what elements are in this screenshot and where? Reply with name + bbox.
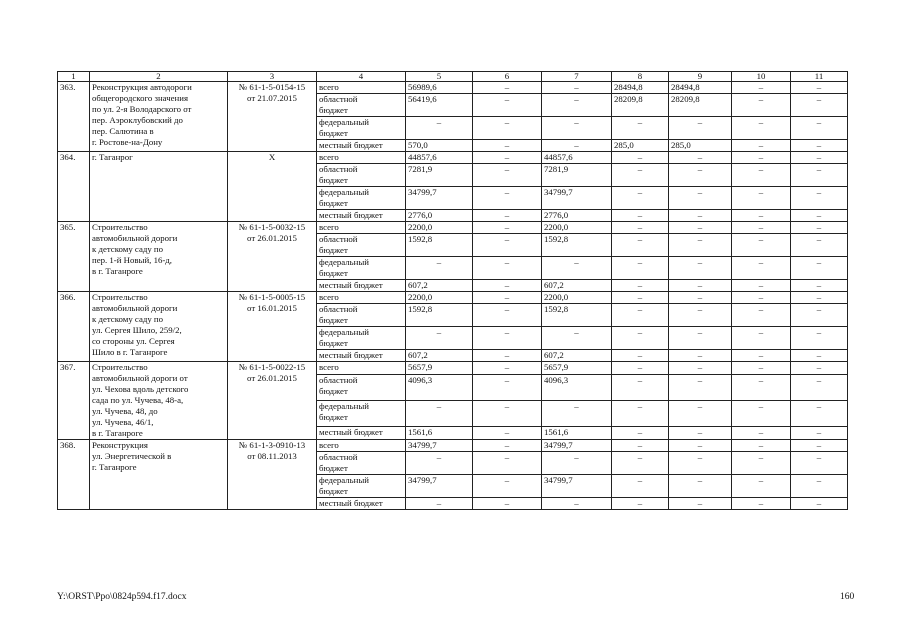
value-cell: – xyxy=(791,375,848,401)
value-cell: – xyxy=(732,426,791,439)
value-cell: – xyxy=(791,292,848,304)
value-cell: – xyxy=(612,187,669,210)
value-cell: – xyxy=(669,304,732,327)
value-cell: – xyxy=(791,350,848,362)
value-cell: – xyxy=(542,257,612,280)
value-cell: – xyxy=(473,498,542,510)
value-cell: 56989,6 xyxy=(406,82,473,94)
value-cell: 34799,7 xyxy=(406,440,473,452)
value-cell: – xyxy=(732,140,791,152)
value-cell: – xyxy=(791,257,848,280)
value-cell: – xyxy=(612,164,669,187)
funding-source: всего xyxy=(317,222,406,234)
value-cell: – xyxy=(732,292,791,304)
value-cell: – xyxy=(791,94,848,117)
value-cell: – xyxy=(473,304,542,327)
expertise-conclusion: № 61-1-5-0154-15 от 21.07.2015 xyxy=(228,82,317,152)
value-cell: – xyxy=(612,257,669,280)
value-cell: – xyxy=(612,292,669,304)
object-name: г. Таганрог xyxy=(90,152,228,222)
value-cell: – xyxy=(732,327,791,350)
funding-source: местный бюджет xyxy=(317,280,406,292)
value-cell: – xyxy=(732,234,791,257)
table-row xyxy=(58,440,848,452)
value-cell: – xyxy=(612,475,669,498)
value-cell: 7281,9 xyxy=(406,164,473,187)
value-cell: 607,2 xyxy=(542,350,612,362)
value-cell: – xyxy=(473,327,542,350)
value-cell: – xyxy=(669,280,732,292)
value-cell: – xyxy=(473,234,542,257)
funding-source: областной бюджет xyxy=(317,375,406,401)
value-cell: – xyxy=(732,117,791,140)
value-cell: 1561,6 xyxy=(542,426,612,439)
value-cell: 34799,7 xyxy=(406,475,473,498)
object-name: Реконструкция ул. Энергетической в г. Таганроге xyxy=(90,440,228,510)
value-cell: – xyxy=(473,140,542,152)
column-header: 9 xyxy=(669,72,732,82)
value-cell: – xyxy=(669,362,732,375)
value-cell: 28209,8 xyxy=(612,94,669,117)
expertise-conclusion: № 61-1-5-0032-15 от 26.01.2015 xyxy=(228,222,317,292)
value-cell: 28494,8 xyxy=(612,82,669,94)
column-header: 8 xyxy=(612,72,669,82)
file-path: Y:\ORST\Ppo\0824p594.f17.docx xyxy=(57,592,187,602)
value-cell: – xyxy=(732,164,791,187)
value-cell: – xyxy=(669,426,732,439)
value-cell: – xyxy=(542,400,612,426)
value-cell: – xyxy=(473,375,542,401)
value-cell: 2776,0 xyxy=(406,210,473,222)
funding-source: федеральный бюджет xyxy=(317,117,406,140)
value-cell: 44857,6 xyxy=(406,152,473,164)
value-cell: – xyxy=(791,164,848,187)
value-cell: 1592,8 xyxy=(542,304,612,327)
value-cell: 7281,9 xyxy=(542,164,612,187)
value-cell: – xyxy=(669,187,732,210)
value-cell: – xyxy=(732,440,791,452)
value-cell: – xyxy=(612,327,669,350)
value-cell: – xyxy=(791,498,848,510)
value-cell: – xyxy=(406,400,473,426)
value-cell: 1592,8 xyxy=(406,234,473,257)
value-cell: – xyxy=(732,280,791,292)
value-cell: – xyxy=(669,152,732,164)
value-cell: 285,0 xyxy=(612,140,669,152)
value-cell: – xyxy=(669,164,732,187)
value-cell: – xyxy=(473,82,542,94)
object-name: Реконструкция автодороги общегородского значения по ул. 2-я Володарского от пер. Аэроклубовский до пер. Салютина в г. Ростове-на-Дону xyxy=(90,82,228,152)
value-cell: – xyxy=(669,498,732,510)
value-cell: – xyxy=(473,292,542,304)
value-cell: 1561,6 xyxy=(406,426,473,439)
value-cell: – xyxy=(791,475,848,498)
value-cell: – xyxy=(612,452,669,475)
value-cell: – xyxy=(612,152,669,164)
value-cell: – xyxy=(791,210,848,222)
column-header: 10 xyxy=(732,72,791,82)
value-cell: 285,0 xyxy=(669,140,732,152)
value-cell: – xyxy=(473,117,542,140)
table-row xyxy=(58,82,848,94)
value-cell: 607,2 xyxy=(406,280,473,292)
value-cell: – xyxy=(669,292,732,304)
value-cell: – xyxy=(612,362,669,375)
funding-source: всего xyxy=(317,152,406,164)
value-cell: – xyxy=(732,210,791,222)
funding-source: всего xyxy=(317,440,406,452)
value-cell: – xyxy=(406,327,473,350)
item-number: 367. xyxy=(58,362,90,440)
table-row xyxy=(58,292,848,304)
funding-source: местный бюджет xyxy=(317,498,406,510)
funding-source: местный бюджет xyxy=(317,426,406,439)
value-cell: – xyxy=(732,498,791,510)
funding-source: местный бюджет xyxy=(317,350,406,362)
item-number: 363. xyxy=(58,82,90,152)
value-cell: – xyxy=(406,257,473,280)
value-cell: – xyxy=(669,117,732,140)
value-cell: – xyxy=(542,327,612,350)
value-cell: 5657,9 xyxy=(406,362,473,375)
value-cell: 570,0 xyxy=(406,140,473,152)
value-cell: 28494,8 xyxy=(669,82,732,94)
value-cell: – xyxy=(732,94,791,117)
value-cell: – xyxy=(669,210,732,222)
value-cell: 34799,7 xyxy=(542,187,612,210)
value-cell: – xyxy=(473,452,542,475)
funding-source: федеральный бюджет xyxy=(317,400,406,426)
value-cell: – xyxy=(791,452,848,475)
value-cell: – xyxy=(612,440,669,452)
value-cell: – xyxy=(473,210,542,222)
value-cell: – xyxy=(473,152,542,164)
value-cell: – xyxy=(473,362,542,375)
value-cell: – xyxy=(732,475,791,498)
value-cell: 1592,8 xyxy=(406,304,473,327)
funding-source: местный бюджет xyxy=(317,140,406,152)
column-header: 4 xyxy=(317,72,406,82)
value-cell: – xyxy=(542,498,612,510)
value-cell: – xyxy=(732,187,791,210)
value-cell: 2200,0 xyxy=(406,292,473,304)
value-cell: – xyxy=(612,375,669,401)
value-cell: – xyxy=(542,140,612,152)
value-cell: – xyxy=(612,117,669,140)
table-body xyxy=(58,82,848,510)
value-cell: – xyxy=(791,400,848,426)
expertise-conclusion: № 61-1-3-0910-13 от 08.11.2013 xyxy=(228,440,317,510)
value-cell: – xyxy=(473,257,542,280)
value-cell: – xyxy=(473,440,542,452)
value-cell: – xyxy=(791,426,848,439)
value-cell: – xyxy=(669,375,732,401)
value-cell: – xyxy=(473,222,542,234)
funding-source: областной бюджет xyxy=(317,234,406,257)
budget-table xyxy=(57,71,848,510)
item-number: 364. xyxy=(58,152,90,222)
funding-source: областной бюджет xyxy=(317,304,406,327)
value-cell: 56419,6 xyxy=(406,94,473,117)
value-cell: – xyxy=(542,452,612,475)
value-cell: – xyxy=(669,222,732,234)
value-cell: – xyxy=(406,117,473,140)
object-name: Строительство автомобильной дороги к детскому саду по ул. Сергея Шило, 259/2, со стороны ул. Сергея Шило в г. Таганроге xyxy=(90,292,228,362)
value-cell: 5657,9 xyxy=(542,362,612,375)
page-number: 160 xyxy=(840,592,855,602)
column-header: 1 xyxy=(58,72,90,82)
expertise-conclusion: № 61-1-5-0005-15 от 16.01.2015 xyxy=(228,292,317,362)
value-cell: – xyxy=(612,498,669,510)
value-cell: 2200,0 xyxy=(542,222,612,234)
value-cell: 34799,7 xyxy=(542,475,612,498)
header-row xyxy=(58,72,848,82)
value-cell: – xyxy=(669,327,732,350)
column-header: 2 xyxy=(90,72,228,82)
value-cell: 1592,8 xyxy=(542,234,612,257)
funding-source: областной бюджет xyxy=(317,164,406,187)
column-header: 5 xyxy=(406,72,473,82)
item-number: 368. xyxy=(58,440,90,510)
table-row xyxy=(58,362,848,375)
funding-source: областной бюджет xyxy=(317,94,406,117)
value-cell: – xyxy=(406,452,473,475)
value-cell: 44857,6 xyxy=(542,152,612,164)
funding-source: федеральный бюджет xyxy=(317,187,406,210)
value-cell: – xyxy=(612,304,669,327)
value-cell: – xyxy=(791,362,848,375)
value-cell: – xyxy=(791,280,848,292)
value-cell: – xyxy=(612,222,669,234)
value-cell: – xyxy=(612,400,669,426)
value-cell: – xyxy=(406,498,473,510)
funding-source: федеральный бюджет xyxy=(317,257,406,280)
value-cell: – xyxy=(473,350,542,362)
value-cell: 2200,0 xyxy=(406,222,473,234)
funding-source: федеральный бюджет xyxy=(317,327,406,350)
expertise-conclusion: № 61-1-5-0022-15 от 26.01.2015 xyxy=(228,362,317,440)
value-cell: – xyxy=(669,234,732,257)
funding-source: федеральный бюджет xyxy=(317,475,406,498)
value-cell: – xyxy=(612,350,669,362)
value-cell: 4096,3 xyxy=(542,375,612,401)
value-cell: – xyxy=(791,82,848,94)
value-cell: – xyxy=(732,452,791,475)
value-cell: – xyxy=(473,280,542,292)
value-cell: – xyxy=(791,140,848,152)
value-cell: – xyxy=(473,475,542,498)
value-cell: – xyxy=(669,475,732,498)
funding-source: всего xyxy=(317,362,406,375)
table-row xyxy=(58,152,848,164)
value-cell: – xyxy=(732,375,791,401)
value-cell: – xyxy=(612,280,669,292)
value-cell: – xyxy=(791,234,848,257)
value-cell: – xyxy=(612,210,669,222)
object-name: Строительство автомобильной дороги к детскому саду по пер. 1-й Новый, 16-д, в г. Таганроге xyxy=(90,222,228,292)
funding-source: областной бюджет xyxy=(317,452,406,475)
column-header: 11 xyxy=(791,72,848,82)
value-cell: 34799,7 xyxy=(542,440,612,452)
value-cell: – xyxy=(473,94,542,117)
table-row xyxy=(58,222,848,234)
value-cell: – xyxy=(669,440,732,452)
value-cell: – xyxy=(732,222,791,234)
value-cell: – xyxy=(732,362,791,375)
funding-source: местный бюджет xyxy=(317,210,406,222)
object-name: Строительство автомобильной дороги от ул. Чехова вдоль детского сада по ул. Чучева, 48-а, ул. Чучева, 48, до ул. Чучева, 46/1, в г. Таганроге xyxy=(90,362,228,440)
value-cell: – xyxy=(473,164,542,187)
funding-source: всего xyxy=(317,82,406,94)
value-cell: – xyxy=(791,222,848,234)
value-cell: – xyxy=(542,82,612,94)
value-cell: – xyxy=(732,82,791,94)
column-header: 3 xyxy=(228,72,317,82)
value-cell: – xyxy=(669,400,732,426)
value-cell: – xyxy=(542,117,612,140)
expertise-conclusion: X xyxy=(228,152,317,222)
value-cell: – xyxy=(732,257,791,280)
value-cell: – xyxy=(791,117,848,140)
value-cell: – xyxy=(791,440,848,452)
value-cell: – xyxy=(669,452,732,475)
value-cell: 34799,7 xyxy=(406,187,473,210)
value-cell: – xyxy=(791,187,848,210)
funding-source: всего xyxy=(317,292,406,304)
value-cell: – xyxy=(732,152,791,164)
value-cell: – xyxy=(473,426,542,439)
value-cell: 607,2 xyxy=(542,280,612,292)
value-cell: 4096,3 xyxy=(406,375,473,401)
value-cell: 2776,0 xyxy=(542,210,612,222)
value-cell: – xyxy=(473,187,542,210)
value-cell: 28209,8 xyxy=(669,94,732,117)
value-cell: – xyxy=(669,257,732,280)
value-cell: – xyxy=(612,234,669,257)
value-cell: – xyxy=(732,350,791,362)
column-header: 7 xyxy=(542,72,612,82)
value-cell: – xyxy=(612,426,669,439)
value-cell: – xyxy=(669,350,732,362)
column-header: 6 xyxy=(473,72,542,82)
value-cell: – xyxy=(732,400,791,426)
value-cell: – xyxy=(791,152,848,164)
value-cell: – xyxy=(732,304,791,327)
value-cell: – xyxy=(473,400,542,426)
item-number: 366. xyxy=(58,292,90,362)
value-cell: 2200,0 xyxy=(542,292,612,304)
item-number: 365. xyxy=(58,222,90,292)
value-cell: – xyxy=(542,94,612,117)
value-cell: – xyxy=(791,304,848,327)
value-cell: 607,2 xyxy=(406,350,473,362)
value-cell: – xyxy=(791,327,848,350)
